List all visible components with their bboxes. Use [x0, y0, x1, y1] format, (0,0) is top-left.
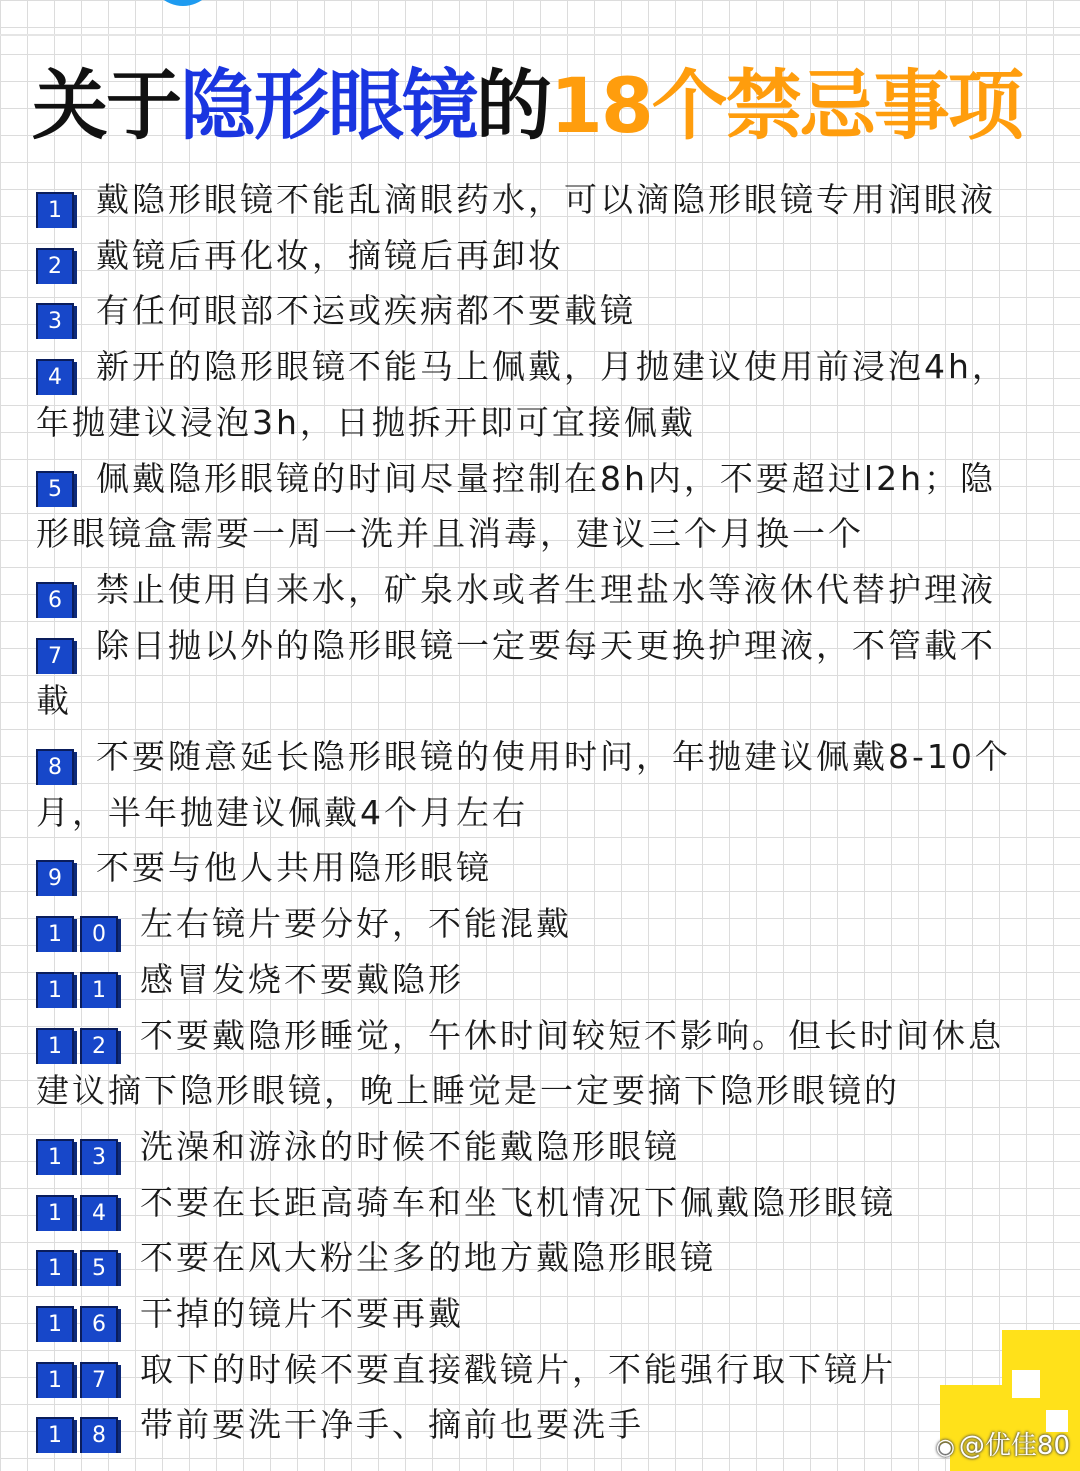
list-item [36, 1397, 1056, 1453]
list-item [36, 228, 1056, 284]
item-text: 新开的隐形眼镜不能马上佩戴，月抛建议使用前浸泡4h， [96, 347, 1008, 387]
corner-decoration-pixel [1012, 1370, 1040, 1398]
number-box: 5 [80, 1250, 118, 1286]
number-box: 6 [36, 582, 74, 618]
item-number [36, 293, 80, 333]
list-item-continuation [36, 395, 1056, 451]
item-text: 形眼镜盒需要一周一洗并且消毒，建议三个月换一个 [36, 514, 864, 554]
item-text: 干掉的镜片不要再戴 [140, 1294, 464, 1333]
list-item [36, 618, 1056, 674]
page-title [32, 60, 1062, 152]
item-text: 取下的时候不要直接戳镜片，不能强行取下镜片 [140, 1349, 896, 1389]
item-text: 不要与他人共用隐形眼镜 [96, 848, 492, 888]
item-number [36, 850, 80, 890]
list-item [36, 1230, 1056, 1286]
item-number [36, 739, 80, 779]
item-text: 不要随意延长隐形眼镜的使用时问，年抛建议佩戴8-10个 [96, 737, 1011, 776]
number-box: 1 [36, 1250, 74, 1286]
list-item [36, 283, 1056, 339]
list-item [36, 1175, 1056, 1231]
item-number [36, 906, 124, 946]
item-number [36, 460, 80, 500]
list-item [36, 729, 1056, 785]
item-number [36, 1240, 124, 1280]
number-box: 6 [80, 1306, 118, 1342]
title-part-4: 18个禁忌事项 [550, 61, 1022, 150]
item-text: 佩戴隐形眼镜的时间尽量控制在8h内，不要超过l2h；隐 [96, 458, 996, 498]
item-text: 左右镜片要分好，不能混戴 [140, 904, 572, 944]
number-box: 1 [36, 1028, 74, 1064]
item-number [36, 349, 80, 389]
number-box: 1 [80, 972, 118, 1008]
title-part-1: 关于 [32, 61, 180, 150]
number-box: 4 [80, 1195, 118, 1231]
item-text: 年抛建议浸泡3h，日抛拆开即可宜接佩戴 [36, 402, 696, 442]
number-box: 7 [80, 1362, 118, 1398]
list-item-continuation [36, 506, 1056, 562]
number-box: 1 [36, 972, 74, 1008]
item-text: 除日抛以外的隐形眼镜一定要每天更换护理液，不管載不 [96, 625, 996, 665]
number-box: 1 [36, 192, 74, 228]
number-box: 1 [36, 1195, 74, 1231]
item-text: 带前要洗干净手、摘前也要洗手 [140, 1405, 644, 1445]
list-item [36, 1119, 1056, 1175]
number-box: 1 [36, 1417, 74, 1453]
number-box: 1 [36, 1362, 74, 1398]
list-item [36, 952, 1056, 1008]
number-box: 9 [36, 860, 74, 896]
item-text: 洗澡和游泳的时候不能戴隐形眼镜 [140, 1126, 680, 1166]
item-text: 不要在风大粉尘多的地方戴隐形眼镜 [140, 1238, 716, 1278]
title-part-3: 的 [476, 61, 550, 150]
item-number [36, 571, 80, 611]
list-item-continuation [36, 785, 1056, 841]
number-box: 8 [80, 1417, 118, 1453]
item-number [36, 1128, 124, 1168]
list-item [36, 896, 1056, 952]
number-box: 1 [36, 1306, 74, 1342]
item-number [36, 237, 80, 277]
number-box: 0 [80, 916, 118, 952]
list-item [36, 339, 1056, 395]
watermark-text: @优佳80 [958, 1431, 1070, 1461]
list-item-continuation [36, 1063, 1056, 1119]
item-text: 感冒发烧不要戴隐形 [140, 959, 464, 999]
list-item [36, 172, 1056, 228]
list-item [36, 451, 1056, 507]
item-text: 不要在长距高骑车和坐飞机情况下佩戴隐形眼镜 [140, 1182, 896, 1222]
item-text: 載 [36, 681, 72, 721]
item-number [36, 1017, 124, 1057]
number-box: 5 [36, 471, 74, 507]
number-box: 1 [36, 916, 74, 952]
item-number [36, 182, 80, 222]
item-text: 有任何眼部不运或疾病都不要載镜 [96, 291, 636, 331]
item-number [36, 1184, 124, 1224]
title-part-2: 隐形眼镜 [180, 61, 476, 150]
list-item-continuation [36, 673, 1056, 729]
watermark [936, 1428, 1070, 1464]
list-item [36, 1286, 1056, 1342]
item-number [36, 1407, 124, 1447]
item-text: 戴镜后再化妆，摘镜后再卸妆 [96, 235, 564, 275]
item-number [36, 1351, 124, 1391]
item-text: 不要戴隐形睡觉，午休时间较短不影响。但长时间休息 [140, 1015, 1004, 1055]
list-item [36, 562, 1056, 618]
list-item [36, 1342, 1056, 1398]
item-number [36, 1296, 124, 1336]
top-decoration [150, 0, 216, 6]
list-item [36, 840, 1056, 896]
item-text: 禁止使用自来水，矿泉水或者生理盐水等液休代替护理液 [96, 569, 996, 609]
item-number [36, 627, 80, 667]
number-box: 2 [80, 1028, 118, 1064]
number-box: 3 [80, 1139, 118, 1175]
weibo-icon: ◉ [935, 1435, 955, 1460]
number-box: 1 [36, 1139, 74, 1175]
number-box: 4 [36, 359, 74, 395]
item-number [36, 961, 124, 1001]
item-text: 建议摘下隐形眼镜，晚上睡觉是一定要摘下隐形眼镜的 [36, 1071, 900, 1111]
number-box: 7 [36, 638, 74, 674]
number-box: 8 [36, 749, 74, 785]
number-box: 2 [36, 248, 74, 284]
top-divider [0, 34, 1080, 36]
list-item [36, 1008, 1056, 1064]
item-text: 戴隐形眼镜不能乱滴眼药水，可以滴隐形眼镜专用润眼液 [96, 180, 996, 219]
item-text: 月，半年抛建议佩戴4个月左右 [36, 792, 528, 832]
number-box: 3 [36, 303, 74, 339]
